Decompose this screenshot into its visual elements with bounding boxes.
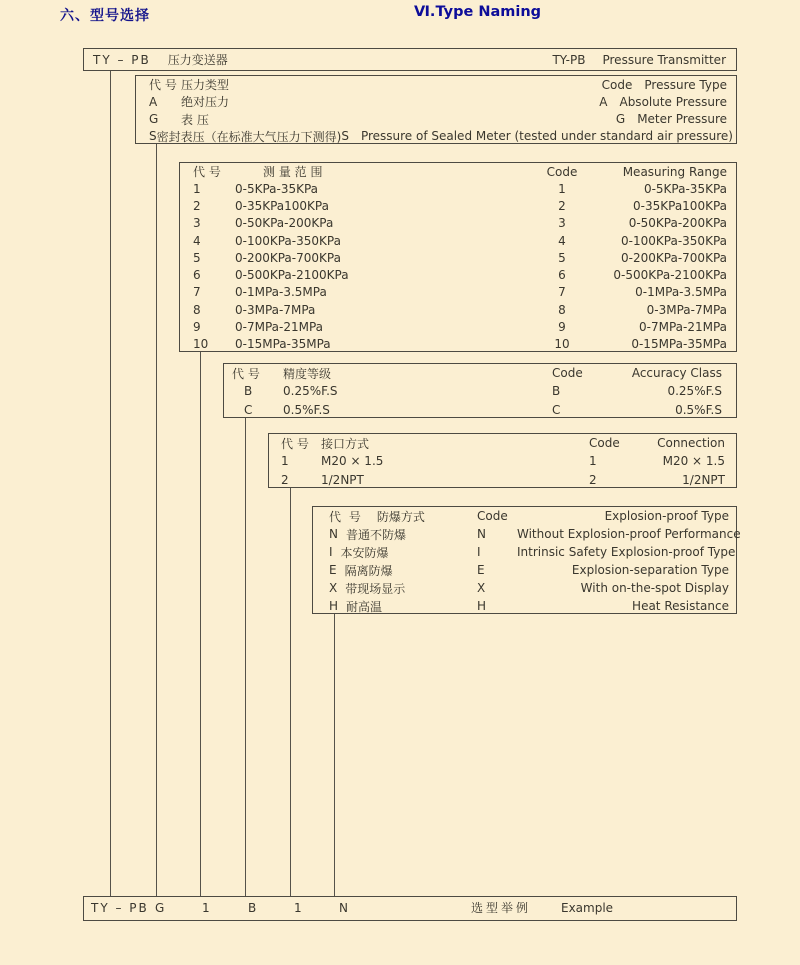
example-label-cn: 选型举例 — [471, 901, 532, 915]
range-cn: 0-3MPa-7MPa — [235, 302, 316, 317]
code-cell-en: 5 — [558, 250, 566, 265]
connector-line-pressure-type — [156, 144, 157, 896]
model-name-cn: 压力变送器 — [167, 53, 228, 67]
code-cell-en: H — [477, 599, 487, 613]
range-en: 0-100KPa-350KPa — [621, 233, 727, 248]
code-cell: B — [244, 384, 253, 399]
code-header-en: Code — [477, 509, 508, 523]
code-header-en: Code — [601, 77, 633, 92]
model-code-cn: TY – PB — [93, 52, 151, 67]
code-header-en: Code — [552, 366, 583, 381]
range-en: 0-50KPa-200KPa — [628, 216, 727, 231]
label-header-cn: 测 量 范 围 — [263, 165, 323, 180]
label-en: With on-the-spot Display — [580, 581, 729, 595]
code-cell: 3 — [193, 216, 201, 231]
label-header-cn: 接口方式 — [321, 436, 370, 451]
code-cell: H — [329, 599, 339, 613]
range-cn: 0-500KPa-2100KPa — [235, 268, 349, 283]
range-cn: 0-15MPa-35MPa — [235, 337, 331, 352]
code-cell: 2 — [193, 199, 201, 214]
code-cell: I — [329, 545, 333, 559]
range-en: 0-5KPa-35KPa — [643, 181, 727, 196]
code-cell: 2 — [281, 472, 289, 487]
code-header-cn: 代 号 — [193, 165, 221, 180]
code-cell-en: 7 — [558, 285, 566, 300]
table-row — [193, 301, 727, 318]
range-en: 0-3MPa-7MPa — [646, 302, 727, 317]
value-cn: 1/2NPT — [321, 472, 364, 487]
header-row — [329, 507, 729, 525]
table-row — [193, 318, 727, 335]
code-cell-en: 2 — [558, 199, 566, 214]
label-header-en: Connection — [657, 436, 725, 451]
code-header-en: Code — [589, 436, 620, 451]
example-code-measuring-range: 1 — [202, 901, 210, 915]
code-header-cn: 代 号 — [281, 436, 309, 451]
range-cn: 0-100KPa-350KPa — [235, 233, 341, 248]
range-cn: 0-7MPa-21MPa — [235, 320, 324, 335]
connection-box — [268, 433, 737, 488]
code-cell-en: A — [599, 94, 608, 109]
connector-line-connection — [290, 488, 291, 896]
code-cell: S — [149, 129, 157, 144]
connector-line-accuracy-class — [245, 418, 246, 896]
label-header-en: Accuracy Class — [631, 366, 722, 381]
table-row — [329, 597, 729, 615]
table-row — [193, 284, 727, 301]
model-box — [83, 48, 737, 71]
value-cn: 0.5%F.S — [283, 402, 330, 417]
range-en: 0-15MPa-35MPa — [631, 337, 727, 352]
label-header-en: Pressure Type — [644, 77, 727, 92]
value-en: 1/2NPT — [682, 472, 725, 487]
code-cell-en: 6 — [558, 268, 566, 283]
label-en: Explosion-separation Type — [571, 563, 729, 577]
label-header-cn: 防爆方式 — [376, 509, 425, 524]
value-en: M20 × 1.5 — [662, 454, 725, 469]
code-cell-en: C — [552, 402, 561, 417]
code-cell: E — [329, 563, 337, 577]
explosion-proof-box — [312, 506, 741, 614]
label-cn: 密封表压（在标准大气压力下测得) — [156, 129, 342, 144]
table-row — [193, 232, 727, 249]
label-cn: 表 压 — [181, 112, 209, 127]
table-row — [329, 543, 736, 561]
value-cn: M20 × 1.5 — [321, 454, 384, 469]
code-cell: 9 — [193, 320, 201, 335]
header-row — [149, 76, 727, 93]
table-row — [281, 452, 725, 470]
label-cn: 本安防爆 — [340, 545, 389, 560]
code-cell: 1 — [281, 454, 289, 469]
label-en: Absolute Pressure — [619, 94, 727, 109]
label-cn: 绝对压力 — [181, 95, 230, 110]
range-en: 0-7MPa-21MPa — [638, 320, 727, 335]
section-title-cn: 六、型号选择 — [60, 8, 150, 24]
range-cn: 0-50KPa-200KPa — [235, 216, 334, 231]
code-cell-en: S — [341, 129, 349, 144]
code-cell: 6 — [193, 268, 201, 283]
code-cell-en: 8 — [558, 302, 566, 317]
code-cell: C — [244, 402, 253, 417]
header-row — [281, 434, 725, 452]
table-row — [193, 249, 727, 266]
measuring-range-box — [179, 162, 737, 352]
label-cn: 普通不防爆 — [345, 527, 406, 542]
label-en: Without Explosion-proof Performance — [517, 527, 741, 541]
label-en: Pressure of Sealed Meter (tested under standard air pressure) — [360, 129, 733, 144]
table-row — [329, 579, 729, 597]
value-en: 0.25%F.S — [667, 384, 722, 399]
code-cell-en: 3 — [558, 216, 566, 231]
example-box — [83, 896, 737, 921]
code-cell-en: 10 — [554, 337, 570, 352]
table-row — [193, 215, 727, 232]
table-row — [149, 128, 733, 145]
table-row — [329, 561, 729, 579]
code-header-en: Code — [546, 164, 578, 179]
connector-line-explosion-proof — [334, 614, 335, 896]
code-cell: 8 — [193, 302, 201, 317]
example-code-pressure-type: G — [155, 901, 165, 915]
code-cell-en: X — [477, 581, 486, 595]
code-cell-en: G — [615, 112, 626, 127]
model-code-en: TY-PB — [552, 52, 586, 67]
label-header-en: Explosion-proof Type — [604, 509, 729, 523]
connector-line-model — [110, 71, 111, 896]
label-cn: 耐高温 — [346, 599, 383, 614]
code-cell: G — [149, 112, 159, 127]
table-row — [193, 198, 727, 215]
table-row — [232, 401, 722, 419]
label-cn: 隔离防爆 — [344, 563, 393, 578]
range-cn: 0-1MPa-3.5MPa — [235, 285, 327, 300]
table-row — [193, 267, 727, 284]
range-en: 0-200KPa-700KPa — [621, 250, 727, 265]
range-cn: 0-5KPa-35KPa — [235, 181, 319, 196]
example-code-accuracy-class: B — [248, 901, 257, 915]
pressure-type-box — [135, 75, 737, 144]
code-cell-en: I — [477, 545, 481, 559]
label-header-cn: 压力类型 — [181, 78, 230, 93]
code-cell: A — [149, 94, 158, 109]
code-cell: 1 — [193, 181, 201, 196]
code-cell: 10 — [193, 337, 209, 352]
label-en: Heat Resistance — [632, 599, 729, 613]
table-row — [149, 111, 727, 128]
example-code-connection: 1 — [294, 901, 302, 915]
table-row — [149, 93, 727, 110]
table-row — [281, 471, 725, 489]
table-row — [193, 180, 727, 197]
value-en: 0.5%F.S — [675, 402, 722, 417]
table-row — [232, 382, 722, 400]
range-en: 0-35KPa100KPa — [633, 199, 727, 214]
code-cell: 4 — [193, 233, 201, 248]
section-title-en: Ⅵ.Type Naming — [414, 4, 542, 20]
connector-line-measuring-range — [200, 352, 201, 896]
value-cn: 0.25%F.S — [283, 384, 338, 399]
code-cell-en: 9 — [558, 320, 566, 335]
example-code-model: TY – PB — [91, 901, 149, 915]
label-en: Intrinsic Safety Explosion-proof Type — [517, 545, 736, 559]
table-row — [193, 336, 727, 353]
range-en: 0-1MPa-3.5MPa — [635, 285, 727, 300]
model-name-en: Pressure Transmitter — [602, 52, 726, 67]
range-en: 0-500KPa-2100KPa — [613, 268, 727, 283]
code-header-cn: 代 号 — [329, 509, 363, 524]
example-code-explosion-proof: N — [339, 901, 348, 915]
example-label-en: Example — [561, 901, 614, 915]
label-header-cn: 精度等级 — [283, 366, 332, 381]
table-row — [329, 525, 741, 543]
code-cell: X — [329, 581, 338, 595]
code-cell-en: N — [477, 527, 486, 541]
code-cell: 7 — [193, 285, 201, 300]
code-cell-en: 4 — [558, 233, 566, 248]
label-en: Meter Pressure — [637, 112, 727, 127]
range-cn: 0-35KPa100KPa — [235, 199, 329, 214]
code-cell-en: 1 — [558, 181, 566, 196]
range-cn: 0-200KPa-700KPa — [235, 250, 341, 265]
label-header-en: Measuring Range — [622, 164, 727, 179]
code-cell-en: 2 — [589, 472, 597, 487]
accuracy-class-box — [223, 363, 737, 418]
model-cn-group — [93, 51, 228, 68]
code-cell-en: 1 — [589, 454, 597, 469]
code-cell-en: B — [552, 384, 561, 399]
code-header-cn: 代 号 — [232, 366, 260, 381]
model-en-group — [552, 53, 726, 67]
code-cell-en: E — [477, 563, 485, 577]
header-row — [193, 163, 727, 180]
label-cn: 带现场显示 — [345, 581, 406, 596]
code-cell: 5 — [193, 250, 201, 265]
code-header-cn: 代 号 — [149, 78, 177, 93]
code-cell: N — [329, 527, 338, 541]
header-row — [232, 364, 722, 382]
